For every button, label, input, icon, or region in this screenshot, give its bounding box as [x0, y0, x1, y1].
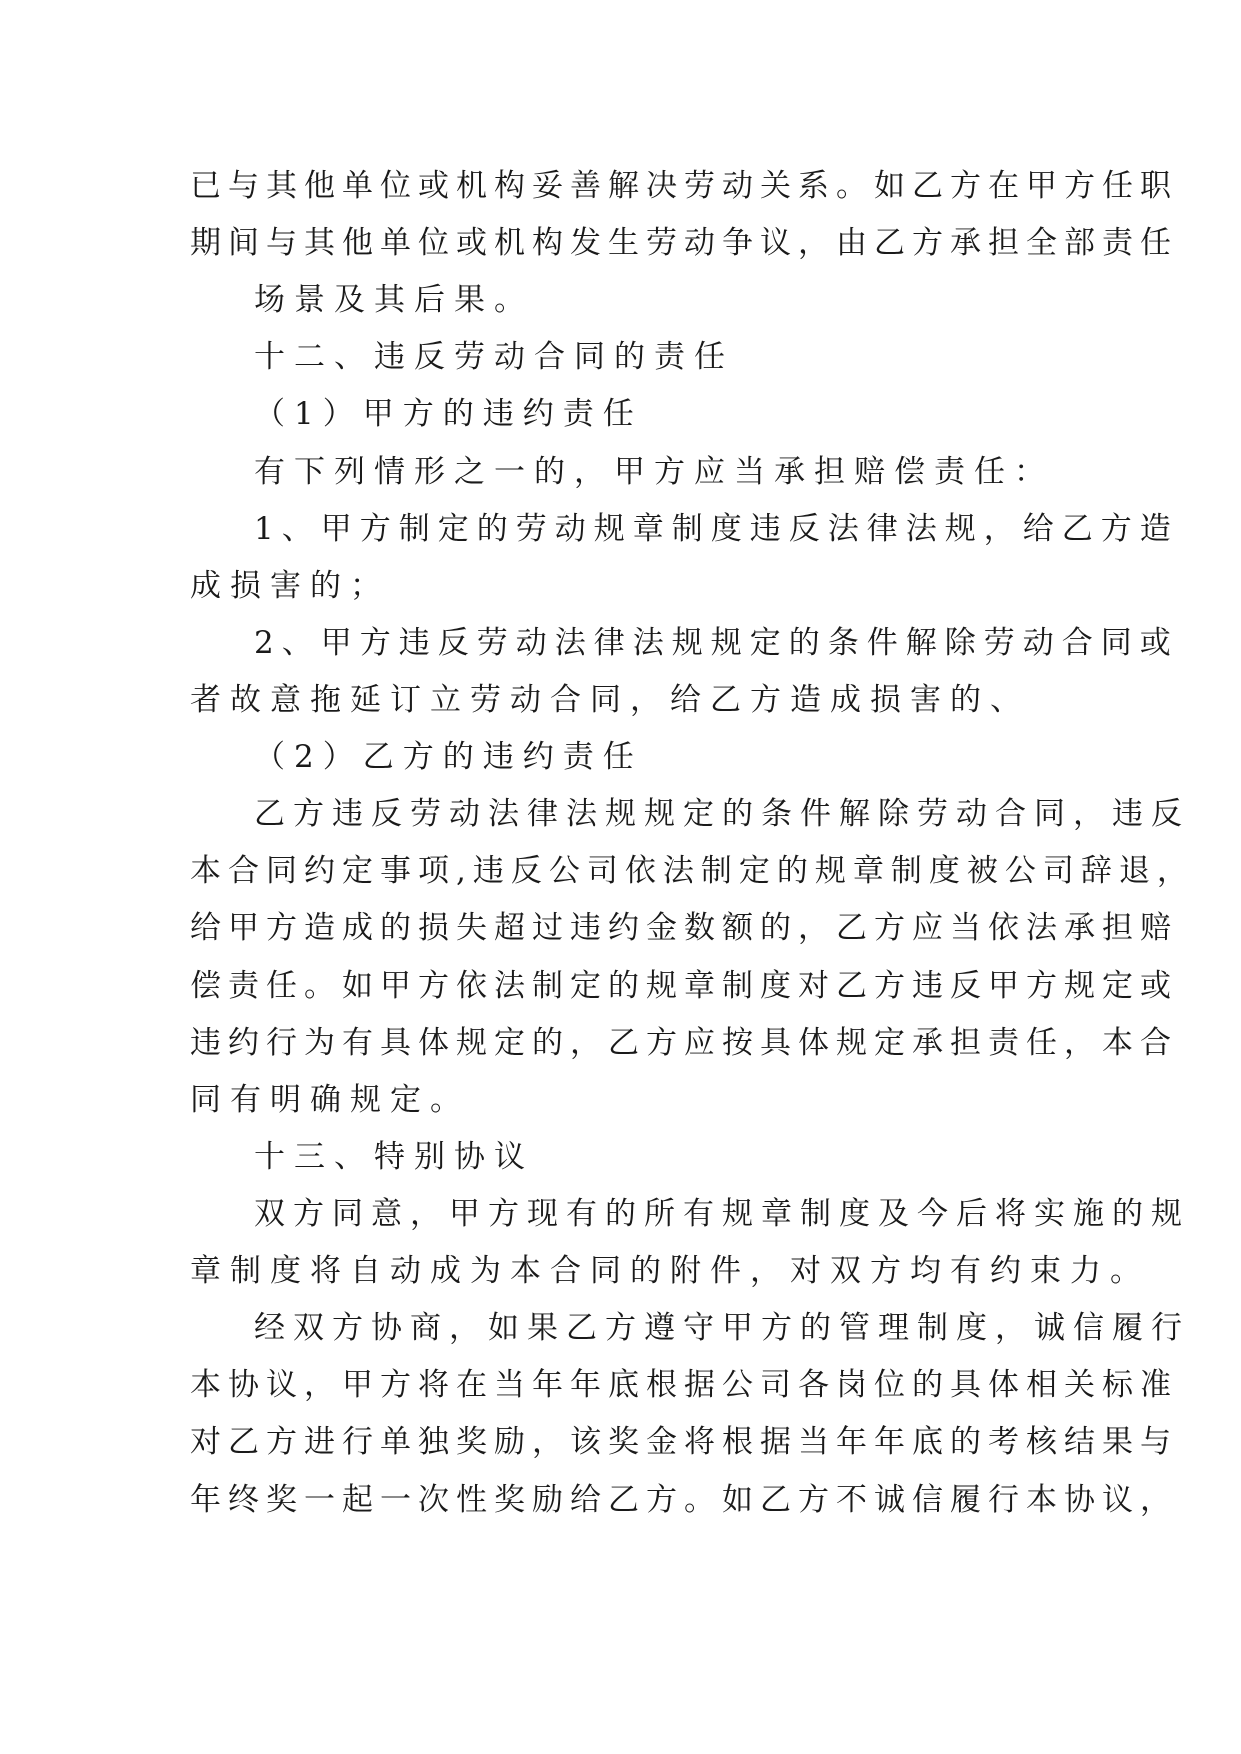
section-heading: 十三、特别协议: [254, 1139, 534, 1175]
paragraph-line: 年终奖一起一次性奖励给乙方。如乙方不诚信履行本协议，: [190, 1482, 1178, 1518]
paragraph-line: 违约行为有具体规定的，乙方应按具体规定承担责任，本合: [190, 1025, 1178, 1061]
subsection-heading: （1）甲方的违约责任: [254, 396, 643, 432]
paragraph-line: 给甲方造成的损失超过违约金数额的，乙方应当依法承担赔: [190, 910, 1178, 946]
paragraph-line: 双方同意，甲方现有的所有规章制度及今后将实施的规: [254, 1196, 1190, 1232]
paragraph-line: 有下列情形之一的，甲方应当承担赔偿责任：: [254, 454, 1054, 490]
paragraph-line: 经双方协商，如果乙方遵守甲方的管理制度，诚信履行: [254, 1310, 1190, 1346]
paragraph-line: 期间与其他单位或机构发生劳动争议，由乙方承担全部责任: [190, 225, 1178, 261]
paragraph-line: 已与其他单位或机构妥善解决劳动关系。如乙方在甲方任职: [190, 168, 1178, 204]
paragraph-line: 对乙方进行单独奖励，该奖金将根据当年年底的考核结果与: [190, 1424, 1178, 1460]
list-item-line: 者故意拖延订立劳动合同，给乙方造成损害的、: [190, 682, 1030, 718]
paragraph-line: 本合同约定事项,违反公司依法制定的规章制度被公司辞退，: [190, 853, 1195, 889]
section-heading: 十二、违反劳动合同的责任: [254, 339, 734, 375]
list-item-line: 成损害的；: [190, 568, 390, 604]
paragraph-line: 同有明确规定。: [190, 1082, 470, 1118]
subsection-heading: （2）乙方的违约责任: [254, 739, 643, 775]
list-item-line: 1、甲方制定的劳动规章制度违反法律法规，给乙方造: [254, 511, 1179, 547]
paragraph-line: 偿责任。如甲方依法制定的规章制度对乙方违反甲方规定或: [190, 968, 1178, 1004]
paragraph-line: 场景及其后果。: [254, 282, 534, 318]
list-item-line: 2、甲方违反劳动法律法规规定的条件解除劳动合同或: [254, 625, 1179, 661]
paragraph-line: 章制度将自动成为本合同的附件，对双方均有约束力。: [190, 1253, 1150, 1289]
paragraph-line: 乙方违反劳动法律法规规定的条件解除劳动合同，违反: [254, 796, 1190, 832]
paragraph-line: 本协议，甲方将在当年年底根据公司各岗位的具体相关标准: [190, 1367, 1178, 1403]
